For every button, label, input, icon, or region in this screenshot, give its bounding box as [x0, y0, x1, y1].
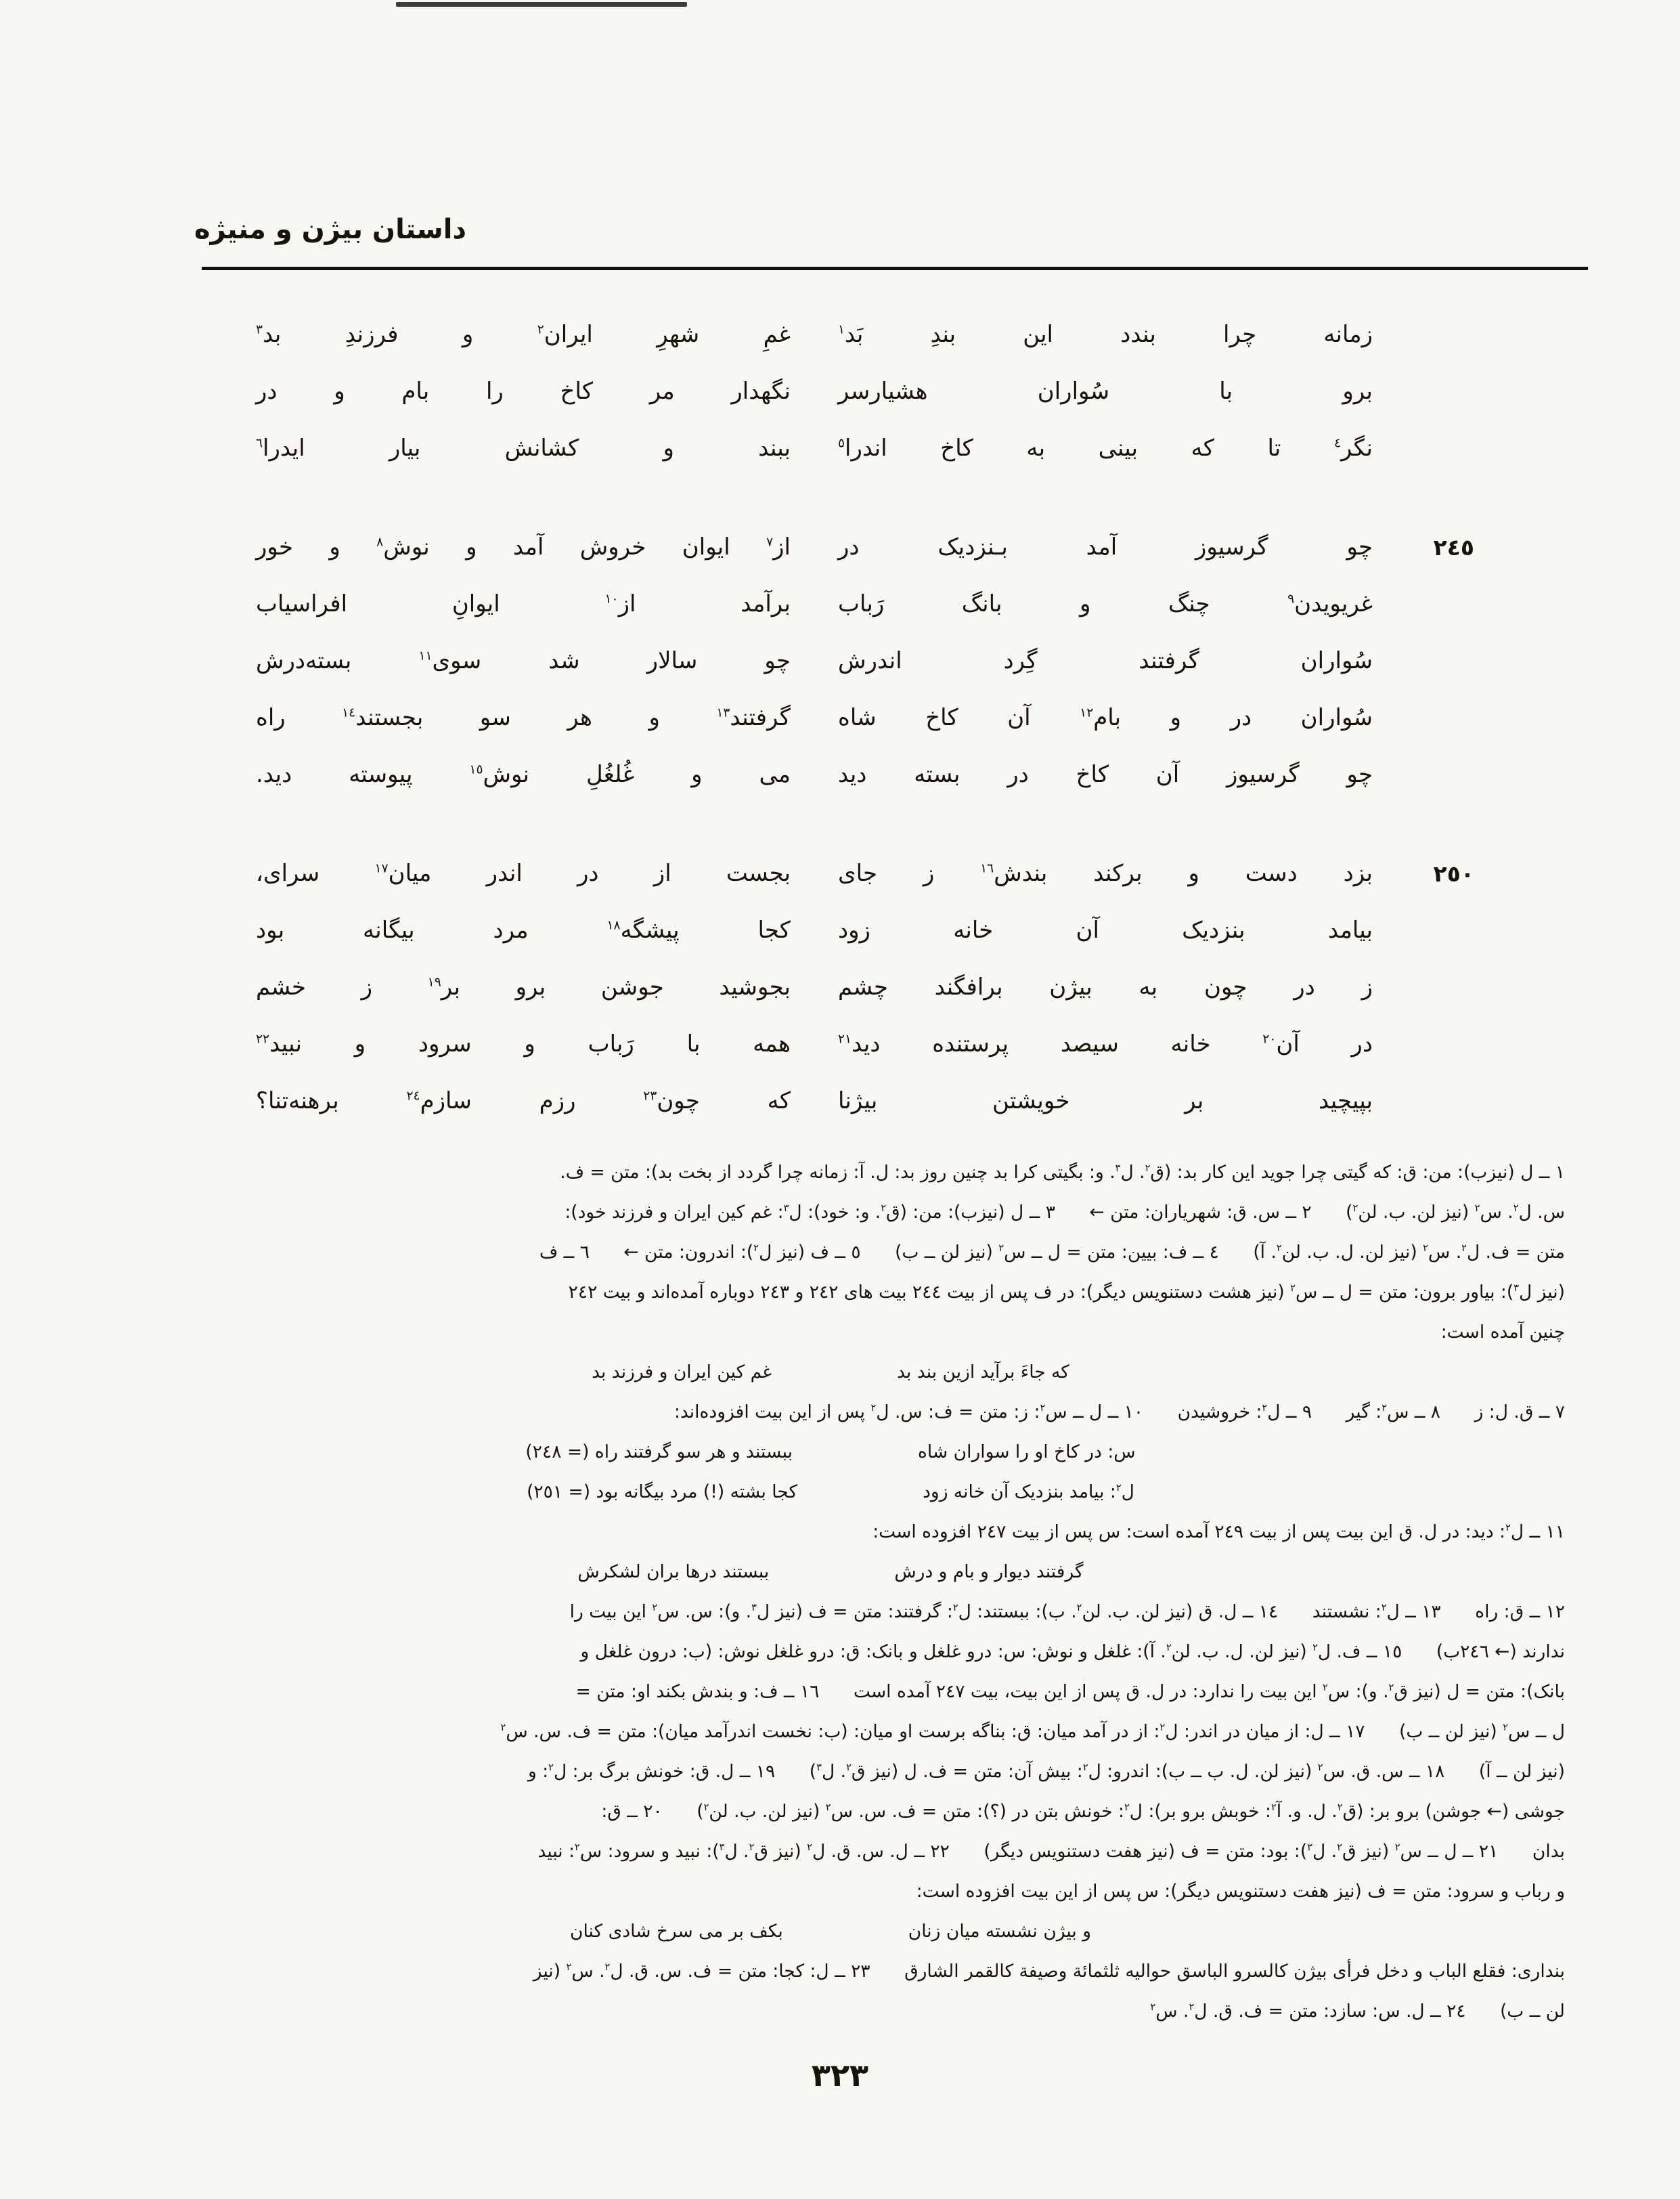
- poem-line: [204, 1072, 1477, 1129]
- footnote-verse-right: ل$^٢$: بیامد بنزدیک آن خانه زود: [923, 1481, 1134, 1502]
- hemistich-left: بجست از در اندر میان$^{١٧}$ سرای،: [256, 859, 791, 887]
- hemistich-left: نگهدار مر کاخ را بام و در: [256, 377, 791, 405]
- hemistich-left: همه با رَباب و سرود و نبید$^{٢٢}$: [256, 1030, 791, 1058]
- hemistich-right: غریویدن$^٩$ چنگ و بانگ رَباب: [838, 590, 1373, 617]
- footnote-verse-line: [96, 1911, 1565, 1951]
- poem-line: [204, 363, 1477, 420]
- hemistich-left: برآمد از$^{١٠}$ ایوانِ افراسیاب: [256, 590, 791, 617]
- hemistich-right: برو با سُواران هشیارسر: [838, 377, 1373, 405]
- hemistich-left: چو سالار شد سوی$^{١١}$ بسته‌درش: [256, 647, 791, 674]
- hemistich-right: نگر$^٤$ تا که بینی به کاخ اندرا$^٥$: [838, 434, 1373, 462]
- footnote-line: چنین آمده است:: [1440, 1322, 1565, 1343]
- footnote-line: بانک): متن = ل (نیز ق$^٢$. و): س$^٢$ این بیت را ندارد: در ل. ق پس از این بیت، بیت ٢٤٧ آمده است ١٦ ــ ف: و بندش بکند او: متن =: [575, 1681, 1565, 1702]
- hemistich-right: بپیچید بر خویشتن بیژنا: [838, 1087, 1373, 1114]
- hemistich-left: ببند و کشانش بیار ایدرا$^٦$: [256, 434, 791, 462]
- running-head-title: داستان بیژن و منیژه: [194, 214, 466, 245]
- footnote-line: لن ــ ب) ٢٤ ــ ل. س: سازد: متن = ف. ق. ل$^٢$. س$^٢$: [1150, 2001, 1565, 2022]
- footnote-verse-left: کجا بشته (!) مرد بیگانه بود (= ٢٥١): [527, 1481, 798, 1502]
- footnote-line: (نیز لن ــ آ) ١٨ ــ س. ق. س$^٢$ (نیز لن. ل. ب ــ ب): اندرو: ل$^٢$: بیش آن: متن = ف. ل (نیز ق$^٢$. ل$^٣$) ١٩ ــ ل. ق: خونش برگ بر: ل$^٢$: و: [527, 1761, 1565, 1782]
- page-number: ٣٢٣: [811, 2057, 869, 2093]
- hemistich-right: سُواران گرفتند گِرد اندرش: [838, 647, 1373, 674]
- footnote-line: جوشی (← جوشن) برو بر: (ق$^٢$. ل. و. آ$^٢$: خوبش برو بر): ل$^٢$: خونش بتن در (؟): متن = ف. س. س$^٢$ (نیز لن. ب. لن$^٢$) ٢٠ ــ ق:: [601, 1801, 1565, 1822]
- verse-number: ٢٤٥: [1433, 534, 1474, 561]
- footnote-line: س. ل$^٢$. س$^٢$ (نیز لن. ب. لن$^٢$) ٢ ــ س. ق: شهریاران: متن ← ٣ ــ ل (نیزب): من: (ق$^٢$. و: خود): ل$^٣$: غم کین ایران و فرزند خود):: [565, 1202, 1565, 1223]
- hemistich-right: زمانه چرا بندد این بندِ بَد$^١$: [838, 320, 1373, 348]
- hemistich-left: غمِ شهرِ ایران$^٢$ و فرزندِ بد$^٣$: [256, 320, 791, 348]
- poem-line: [204, 1016, 1477, 1072]
- footnote-verse-right: و بیژن نشسته میان زنان: [908, 1921, 1091, 1942]
- hemistich-left: از$^٧$ ایوان خروش آمد و نوش$^٨$ و خور: [256, 533, 791, 561]
- poem-line: [204, 575, 1477, 632]
- hemistich-left: می و غُلغُلِ نوش$^{١٥}$ پیوسته دید.: [256, 760, 791, 788]
- footnote-verse-line: [96, 1432, 1565, 1472]
- hemistich-left: کجا پیشگه$^{١٨}$ مرد بیگانه بود: [256, 916, 791, 944]
- footnote-verse-right: گرفتند دیوار و بام و درش: [894, 1561, 1084, 1582]
- poem-line: [204, 420, 1477, 477]
- footnote-verse-left: ببستند درها بران لشکرش: [577, 1561, 770, 1582]
- footnote-line: متن = ف. ل$^٢$. س$^٢$ (نیز لن. ل. ب. لن$^٢$. آ) ٤ ــ ف: بیین: متن = ل ــ س$^٢$ (نیز لن ــ ب) ٥ ــ ف (نیز ل$^٢$): اندرون: متن ← ٦ ــ ف: [539, 1242, 1565, 1263]
- footnote-verse-right: که جاءَ برآید ازین بند بد: [897, 1362, 1069, 1382]
- footnote-line: بدان ٢١ ــ ل ــ س$^٢$ (نیز ق$^٢$. ل$^٣$): بود: متن = ف (نیز هفت دستنویس دیگر) ٢٢ ــ ل. س. ق. ل$^٢$ (نیز ق$^٢$. ل$^٣$): نبید و سرود: س$^٢$: نبید: [537, 1841, 1565, 1862]
- header-rule: [202, 267, 1588, 270]
- footnote-verse-line: [96, 1472, 1565, 1512]
- hemistich-left: گرفتند$^{١٣}$ و هر سو بجستند$^{١٤}$ راه: [256, 703, 791, 731]
- critical-apparatus: [96, 1152, 1565, 2031]
- poem: [204, 306, 1477, 1129]
- hemistich-right: ز در چون به بیژن برافگند چشم: [838, 973, 1373, 1001]
- poem-line: [204, 959, 1477, 1016]
- poem-line: [204, 689, 1477, 746]
- footnote-verse-left: غم کین ایران و فرزند بد: [592, 1362, 772, 1382]
- footnote-verse-line: [96, 1552, 1565, 1592]
- poem-line: [204, 902, 1477, 959]
- scan-blemish: [396, 2, 687, 7]
- hemistich-right: سُواران در و بام$^{١٢}$ آن کاخ شاه: [838, 703, 1373, 731]
- poem-line: [204, 306, 1477, 363]
- hemistich-right: بیامد بنزدیک آن خانه زود: [838, 916, 1373, 944]
- hemistich-right: در آن$^{٢٠}$ خانه سیصد پرستنده دید$^{٢١}$: [838, 1030, 1373, 1058]
- footnote-line: و رباب و سرود: متن = ف (نیز هفت دستنویس دیگر): س پس از این بیت افزوده است:: [916, 1881, 1565, 1902]
- footnote-line: بنداری: فقلع الباب و دخل فرأی بیژن کالسرو الباسق حوالیه ثلثمائة وصیفة کالقمر الشارق ٢٣ ــ ل: کجا: متن = ف. س. ق. ل$^٢$. س$^٢$ (نیز: [533, 1961, 1565, 1982]
- footnote-verse-left: ببستند و هر سو گرفتند راه (= ٢٤٨): [525, 1441, 793, 1462]
- hemistich-right: چو گرسیوز آمد بـنزدیک در: [838, 533, 1373, 561]
- footnote-verse-right: س: در کاخ او را سواران شاه: [918, 1441, 1136, 1462]
- poem-line: [204, 746, 1477, 803]
- footnote-line: ١٢ ــ ق: راه ١٣ ــ ل$^٢$: نشستند ١٤ ــ ل. ق (نیز لن. ب. لن$^٢$. ب): ببستند: ل$^٢$: گرفتند: متن = ف (نیز ل$^٣$. و): س. س$^٢$ این بیت را: [569, 1601, 1565, 1622]
- hemistich-right: بزد دست و برکند بندش$^{١٦}$ ز جای: [838, 859, 1373, 887]
- hemistich-left: که چون$^{٢٣}$ رزم سازم$^{٢٤}$ برهنه‌تنا؟: [256, 1087, 791, 1114]
- footnote-line: ل ــ س$^٢$ (نیز لن ــ ب) ١٧ ــ ل: از میان در اندر: ل$^٢$: از در آمد میان: ق: بناگه برست او میان: (ب: نخست اندرآمد میان): متن = ف. س. س$^٢$: [500, 1721, 1565, 1742]
- footnote-verse-line: [96, 1352, 1565, 1392]
- hemistich-right: چو گرسیوز آن کاخ در بسته دید: [838, 760, 1373, 788]
- footnote-line: ٧ ــ ق. ل: ز ٨ ــ س$^٢$: گیر ٩ ــ ل$^٢$: خروشیدن ١٠ ــ ل ــ س$^٢$: ز: متن = ف: س. ل$^٢$ پس از این بیت افزوده‌اند:: [673, 1401, 1565, 1422]
- hemistich-left: بجوشید جوشن برو بر$^{١٩}$ ز خشم: [256, 973, 791, 1001]
- poem-line: [204, 632, 1477, 689]
- poem-line: [204, 519, 1477, 575]
- footnote-line: ١١ ــ ل$^٢$: دید: در ل. ق این بیت پس از بیت ٢٤٩ آمده است: س پس از بیت ٢٤٧ افزوده است:: [872, 1521, 1565, 1542]
- footnote-line: ١ ــ ل (نیزب): من: ق: که گیتی چرا جوید این کار بد: (ق$^٢$. ل$^٣$. و: بگیتی کرا بد چنین روز بد: ل. آ: زمانه چرا گردد از بخت بد): متن = ف.: [560, 1162, 1565, 1183]
- footnote-line: (نیز ل$^٣$): بیاور برون: متن = ل ــ س$^٢$ (نیز هشت دستنویس دیگر): در ف پس از بیت ٢٤٤ بیت های ٢٤٢ و ٢٤٣ دوباره آمده‌اند و بیت ٢٤٢: [568, 1282, 1565, 1303]
- footnote-verse-left: بکف بر می سرخ شادی کنان: [570, 1921, 783, 1942]
- verse-number: ٢٥٠: [1433, 860, 1474, 887]
- footnote-line: ندارند (← ٢٤٦ب) ١٥ ــ ف. ل$^٢$ (نیز لن. ل. ب. لن$^٢$. آ): غلغل و نوش: س: درو غلغل و بانک: ق: درو غلغل نوش: (ب: درون غلغل و: [580, 1641, 1565, 1662]
- poem-line: [204, 845, 1477, 902]
